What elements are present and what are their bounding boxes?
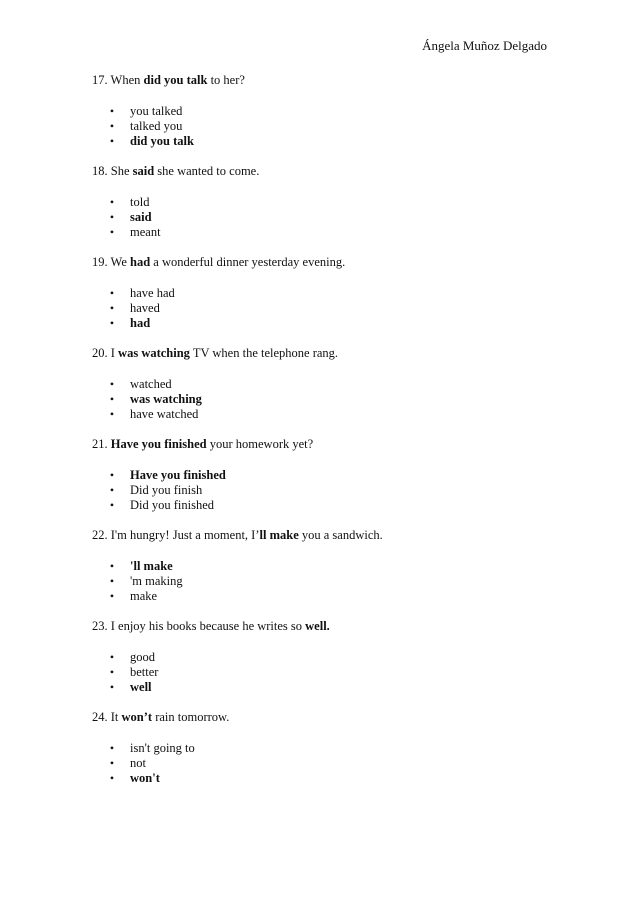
- bullet-icon: •: [109, 119, 115, 133]
- option-item-correct: [92, 771, 552, 786]
- question-sentence: [92, 164, 552, 179]
- option-text: Did you finished: [130, 498, 215, 512]
- question-sentence: [92, 528, 552, 543]
- option-text: 'll make: [130, 559, 173, 573]
- bullet-icon: •: [109, 407, 115, 421]
- question-text-after: she wanted to come.: [157, 164, 260, 178]
- option-item: [92, 407, 552, 422]
- option-item-correct: [92, 316, 552, 331]
- bullet-icon: •: [109, 195, 115, 209]
- option-item: [92, 119, 552, 134]
- option-item: [92, 650, 552, 665]
- option-text: have had: [130, 286, 175, 300]
- question-number: 20.: [92, 346, 108, 360]
- option-list: [92, 195, 552, 240]
- question-text-after: TV when the telephone rang.: [192, 346, 339, 360]
- option-list: [92, 104, 552, 149]
- question-answer: said: [132, 164, 155, 178]
- question-block: [92, 164, 552, 240]
- bullet-icon: •: [109, 680, 115, 694]
- bullet-icon: •: [109, 741, 115, 755]
- option-text: better: [130, 665, 159, 679]
- question-number: 17.: [92, 73, 108, 87]
- bullet-icon: •: [109, 665, 115, 679]
- option-text: you talked: [130, 104, 183, 118]
- option-item: [92, 104, 552, 119]
- question-answer: Have you finished: [110, 437, 207, 451]
- option-item-correct: [92, 468, 552, 483]
- question-block: [92, 346, 552, 422]
- bullet-icon: •: [109, 498, 115, 512]
- option-list: [92, 286, 552, 331]
- option-item: [92, 286, 552, 301]
- option-text: was watching: [130, 392, 202, 406]
- option-item: [92, 225, 552, 240]
- option-text: told: [130, 195, 150, 209]
- question-text-before: I: [110, 346, 115, 360]
- question-sentence: [92, 255, 552, 270]
- bullet-icon: •: [109, 104, 115, 118]
- bullet-icon: •: [109, 134, 115, 148]
- question-text-after: your homework yet?: [209, 437, 314, 451]
- question-answer: was watching: [118, 346, 190, 360]
- question-answer: well.: [305, 619, 330, 633]
- option-item-correct: [92, 680, 552, 695]
- question-text-before: When: [110, 73, 141, 87]
- bullet-icon: •: [109, 574, 115, 588]
- question-text-before: We: [110, 255, 127, 269]
- option-text: did you talk: [130, 134, 194, 148]
- question-number: 24.: [92, 710, 108, 724]
- question-block: [92, 437, 552, 513]
- exercise-list: [92, 73, 552, 801]
- option-text: meant: [130, 225, 161, 239]
- bullet-icon: •: [109, 483, 115, 497]
- option-text: had: [130, 316, 151, 330]
- option-text: well: [130, 680, 152, 694]
- bullet-icon: •: [109, 377, 115, 391]
- option-item: [92, 195, 552, 210]
- question-sentence: [92, 437, 552, 452]
- option-text: 'm making: [130, 574, 183, 588]
- question-block: [92, 73, 552, 149]
- option-text: isn't going to: [130, 741, 195, 755]
- option-text: haved: [130, 301, 160, 315]
- question-text-before: I'm hungry! Just a moment, I’: [110, 528, 260, 542]
- option-text: watched: [130, 377, 172, 391]
- bullet-icon: •: [109, 468, 115, 482]
- option-item-correct: [92, 392, 552, 407]
- option-list: [92, 741, 552, 786]
- option-text: Did you finish: [130, 483, 203, 497]
- question-answer: ll make: [259, 528, 299, 542]
- question-number: 18.: [92, 164, 108, 178]
- question-number: 21.: [92, 437, 108, 451]
- option-text: good: [130, 650, 155, 664]
- question-text-after: a wonderful dinner yesterday evening.: [153, 255, 346, 269]
- bullet-icon: •: [109, 225, 115, 239]
- question-text-after: to her?: [210, 73, 245, 87]
- bullet-icon: •: [109, 301, 115, 315]
- option-text: won't: [130, 771, 160, 785]
- option-list: [92, 650, 552, 695]
- question-number: 23.: [92, 619, 108, 633]
- question-sentence: [92, 73, 552, 88]
- question-sentence: [92, 346, 552, 361]
- option-list: [92, 377, 552, 422]
- bullet-icon: •: [109, 589, 115, 603]
- option-item-correct: [92, 559, 552, 574]
- option-item: [92, 665, 552, 680]
- question-answer: had: [130, 255, 151, 269]
- option-item: [92, 301, 552, 316]
- question-sentence: [92, 619, 552, 634]
- question-text-before: She: [110, 164, 130, 178]
- question-answer: did you talk: [143, 73, 208, 87]
- question-text-after: you a sandwich.: [301, 528, 383, 542]
- bullet-icon: •: [109, 559, 115, 573]
- question-sentence: [92, 710, 552, 725]
- option-item: [92, 498, 552, 513]
- author-name: Ángela Muñoz Delgado: [422, 38, 547, 53]
- bullet-icon: •: [109, 771, 115, 785]
- question-block: [92, 528, 552, 604]
- question-block: [92, 710, 552, 786]
- bullet-icon: •: [109, 756, 115, 770]
- option-list: [92, 559, 552, 604]
- question-number: 22.: [92, 528, 108, 542]
- option-item-correct: [92, 210, 552, 225]
- option-list: [92, 468, 552, 513]
- option-item: [92, 589, 552, 604]
- question-number: 19.: [92, 255, 108, 269]
- option-text: not: [130, 756, 146, 770]
- option-text: talked you: [130, 119, 183, 133]
- bullet-icon: •: [109, 316, 115, 330]
- question-text-before: I enjoy his books because he writes so: [110, 619, 303, 633]
- option-item: [92, 483, 552, 498]
- option-item: [92, 377, 552, 392]
- option-item: [92, 741, 552, 756]
- bullet-icon: •: [109, 210, 115, 224]
- option-text: have watched: [130, 407, 199, 421]
- question-block: [92, 619, 552, 695]
- question-text-before: It: [110, 710, 119, 724]
- option-item: [92, 574, 552, 589]
- option-item: [92, 756, 552, 771]
- option-text: Have you finished: [130, 468, 226, 482]
- bullet-icon: •: [109, 392, 115, 406]
- option-text: said: [130, 210, 152, 224]
- option-text: make: [130, 589, 158, 603]
- bullet-icon: •: [109, 286, 115, 300]
- option-item-correct: [92, 134, 552, 149]
- question-block: [92, 255, 552, 331]
- question-text-after: rain tomorrow.: [155, 710, 230, 724]
- question-answer: won’t: [121, 710, 153, 724]
- bullet-icon: •: [109, 650, 115, 664]
